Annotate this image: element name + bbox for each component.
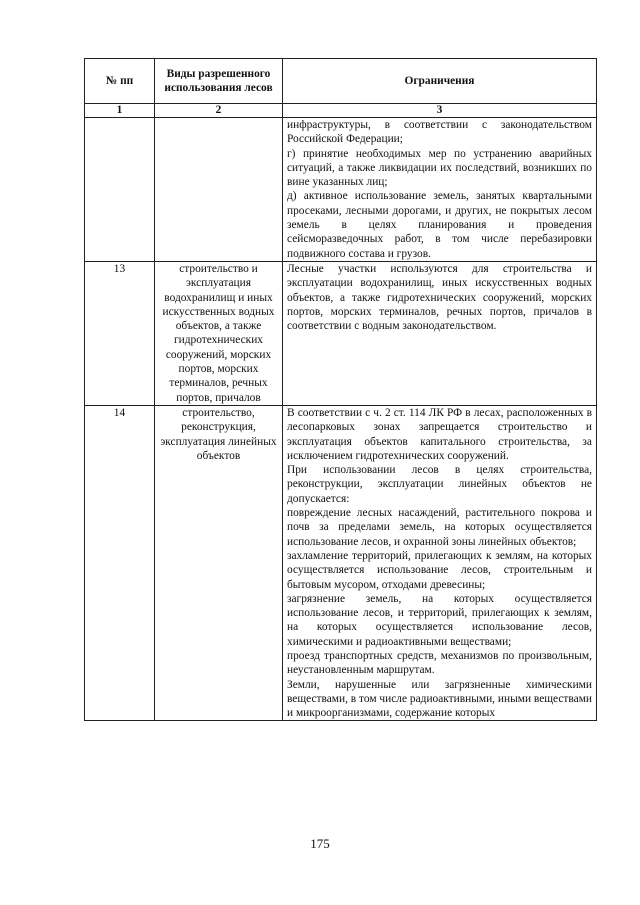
restrictions-table	[84, 58, 597, 721]
paragraph: проезд транспортных средств, механизмов по произвольным, неустановленным маршрутам.	[287, 649, 592, 677]
header-use-kind: Виды разрешенного использования лесов	[155, 59, 283, 104]
restrictions-cell	[283, 118, 597, 262]
paragraph: загрязнение земель, на которых осуществляется использование лесов, и территорий, прилегающих к землям, на которых осуществляется использование лесов, химическими и радиоактивными веществами;	[287, 592, 592, 648]
column-numbers-row	[85, 104, 597, 118]
restrictions-cell	[283, 405, 597, 721]
column-number: 2	[155, 104, 283, 118]
table-row-continuation	[85, 118, 597, 262]
page-number: 175	[310, 836, 330, 851]
header-restrictions: Ограничения	[283, 59, 597, 104]
restrictions-cell	[283, 261, 597, 405]
row-number: 13	[85, 261, 155, 405]
column-number: 1	[85, 104, 155, 118]
paragraph: Лесные участки используются для строительства и эксплуатации водохранилищ, иных искусственных водных объектов, а также гидротехнических сооружений, морских портов, морских терминалов, речных портов, причалов в соответствии с водным законодательством.	[287, 262, 592, 333]
paragraph: повреждение лесных насаждений, растительного покрова и почв за пределами земель, на которых осуществляется использование лесов, и охранной зоны линейных объектов;	[287, 507, 592, 548]
paragraph: г) принятие необходимых мер по устранению аварийных ситуаций, а также ликвидации их последствий, возникших по вине указанных лиц;	[287, 147, 592, 189]
table-row-14	[85, 405, 597, 721]
row-number: 14	[85, 405, 155, 721]
column-number: 3	[283, 104, 597, 118]
use-kind-cell: строительство, реконструкция, эксплуатация линейных объектов	[155, 405, 283, 721]
paragraph: Земли, нарушенные или загрязненные химическими веществами, в том числе радиоактивными, иными веществами и микроорганизмами, содержание которых	[287, 678, 592, 720]
paragraph: При использовании лесов в целях строительства, реконструкции, эксплуатации линейных объектов не допускается:	[287, 464, 592, 505]
paragraph: инфраструктуры, в соответствии с законодательством Российской Федерации;	[287, 119, 592, 146]
paragraph: д) активное использование земель, занятых квартальными просеками, лесными дорогами, и других, не покрытых лесом земель в целях планирования и проведения сейсморазведочных работ, в том числе перебазировки подвижного состава и грузов.	[287, 190, 592, 260]
table-row-13	[85, 261, 597, 405]
paragraph: В соответствии с ч. 2 ст. 114 ЛК РФ в лесах, расположенных в лесопарковых зонах запрещается строительство и эксплуатация объектов капитального строительства, за исключением гидротехнических сооружений.	[287, 406, 592, 462]
paragraph: захламление территорий, прилегающих к землям, на которых осуществляется использование лесов, строительным и бытовым мусором, отходами древесины;	[287, 549, 592, 591]
header-number: № пп	[85, 59, 155, 104]
table-header-row	[85, 59, 597, 104]
use-kind-cell: строительство и эксплуатация водохранилищ и иных искусственных водных объектов, а также гидротехнических сооружений, морских портов, морских терминалов, речных портов, причалов	[155, 261, 283, 405]
